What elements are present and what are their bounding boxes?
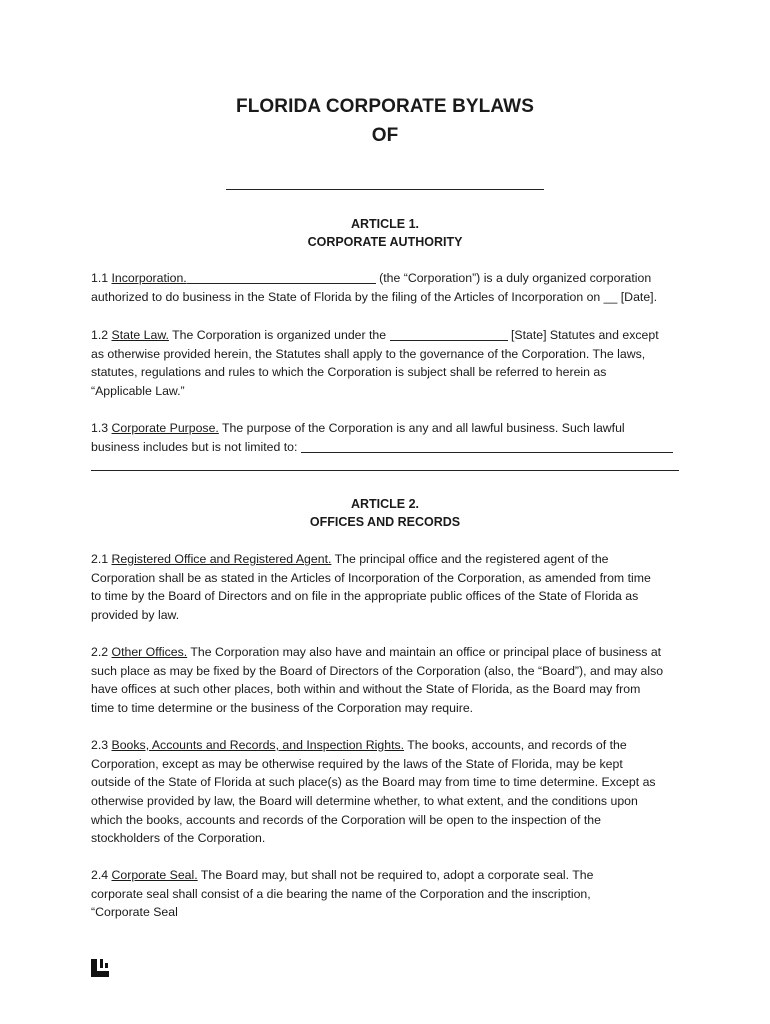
section-2-1 — [91, 550, 683, 625]
article-1-heading: CORPORATE AUTHORITY — [307, 235, 463, 249]
section-text: statutes, regulations and rules to which the Corporation is subject shall be referred to herein as — [91, 365, 607, 380]
section-1-3 — [91, 419, 683, 456]
section-heading: Incorporation. — [111, 271, 187, 285]
section-number: 2.2 — [91, 645, 112, 659]
article-2-heading: OFFICES AND RECORDS — [309, 515, 461, 529]
section-text: corporate seal shall consist of a die bearing the name of the Corporation and the inscription, — [91, 886, 591, 901]
document-title-of: OF — [371, 125, 399, 146]
section-number: 2.3 — [91, 738, 112, 752]
business-purpose-blank-line — [91, 470, 679, 471]
section-text: outside of the State of Florida at such place(s) as the Board may from time to time determine. Except as — [91, 775, 656, 790]
section-number: 1.2 — [91, 328, 112, 342]
section-heading: Books, Accounts and Records, and Inspection Rights. — [111, 738, 405, 752]
section-heading: Other Offices. — [111, 645, 188, 659]
section-number: 2.4 — [91, 868, 112, 882]
section-text: [State] Statutes and except — [507, 328, 659, 342]
section-heading: Registered Office and Registered Agent. — [111, 552, 332, 566]
section-text: The Board may, but shall not be required to, adopt a corporate seal. The — [197, 868, 594, 882]
section-1-1 — [91, 269, 683, 306]
state-blank — [390, 328, 508, 341]
section-text: authorized to do business in the State of Florida by the filing of the Articles of Incorporation on __ [Date]. — [91, 289, 657, 304]
legal-templates-logo-icon — [90, 958, 110, 978]
section-heading: State Law. — [111, 328, 169, 342]
section-text: such place as may be fixed by the Board of Directors of the Corporation (also, the “Board”), and may also — [91, 663, 664, 678]
section-2-2 — [91, 643, 683, 718]
section-text: “Corporate Seal — [91, 905, 178, 920]
section-text: have offices at such other places, both within and without the State of Florida, as the Board may from — [91, 682, 641, 697]
section-text: time to time determine or the business of the Corporation may require. — [91, 701, 474, 716]
section-text: The books, accounts, and records of the — [404, 738, 627, 752]
section-1-2 — [91, 326, 683, 401]
section-number: 2.1 — [91, 552, 112, 566]
section-text: as otherwise provided herein, the Statutes shall apply to the governance of the Corporation. The laws, — [91, 346, 646, 361]
section-2-4 — [91, 866, 683, 922]
section-text: Corporation, except as may be otherwise required by the laws of the State of Florida, may be kept — [91, 756, 623, 771]
section-text: stockholders of the Corporation. — [91, 831, 266, 846]
section-text: The purpose of the Corporation is any and all lawful business. Such lawful — [218, 421, 625, 435]
section-text: to time by the Board of Directors and on file in the appropriate public offices of the State of Florida as — [91, 589, 639, 604]
section-text: The Corporation may also have and maintain an office or principal place of business at — [187, 645, 662, 659]
corporation-name-blank-inline — [187, 271, 376, 284]
section-text: otherwise provided by law, the Board will determine whether, to what extent, and the conditions upon — [91, 794, 638, 809]
article-1-number: ARTICLE 1. — [350, 217, 420, 231]
section-text: “Applicable Law.” — [91, 384, 185, 399]
section-text: (the “Corporation”) is a duly organized corporation — [375, 271, 652, 285]
section-text: business includes but is not limited to: — [91, 439, 301, 454]
corporation-name-blank — [226, 189, 544, 190]
section-text: which the books, accounts and records of the Corporation will be open to the inspection of the — [91, 812, 601, 827]
section-heading: Corporate Seal. — [111, 868, 198, 882]
article-2-number: ARTICLE 2. — [350, 497, 420, 511]
section-text: provided by law. — [91, 608, 180, 623]
section-2-3 — [91, 736, 683, 848]
section-heading: Corporate Purpose. — [111, 421, 219, 435]
document-title: FLORIDA CORPORATE BYLAWS — [236, 96, 534, 117]
section-number: 1.3 — [91, 421, 112, 435]
business-purpose-blank — [301, 440, 673, 453]
section-text: The principal office and the registered agent of the — [331, 552, 609, 566]
section-text: Corporation shall be as stated in the Articles of Incorporation of the Corporation, as amended from time — [91, 570, 651, 585]
section-number: 1.1 — [91, 271, 112, 285]
section-text: The Corporation is organized under the — [168, 328, 390, 342]
